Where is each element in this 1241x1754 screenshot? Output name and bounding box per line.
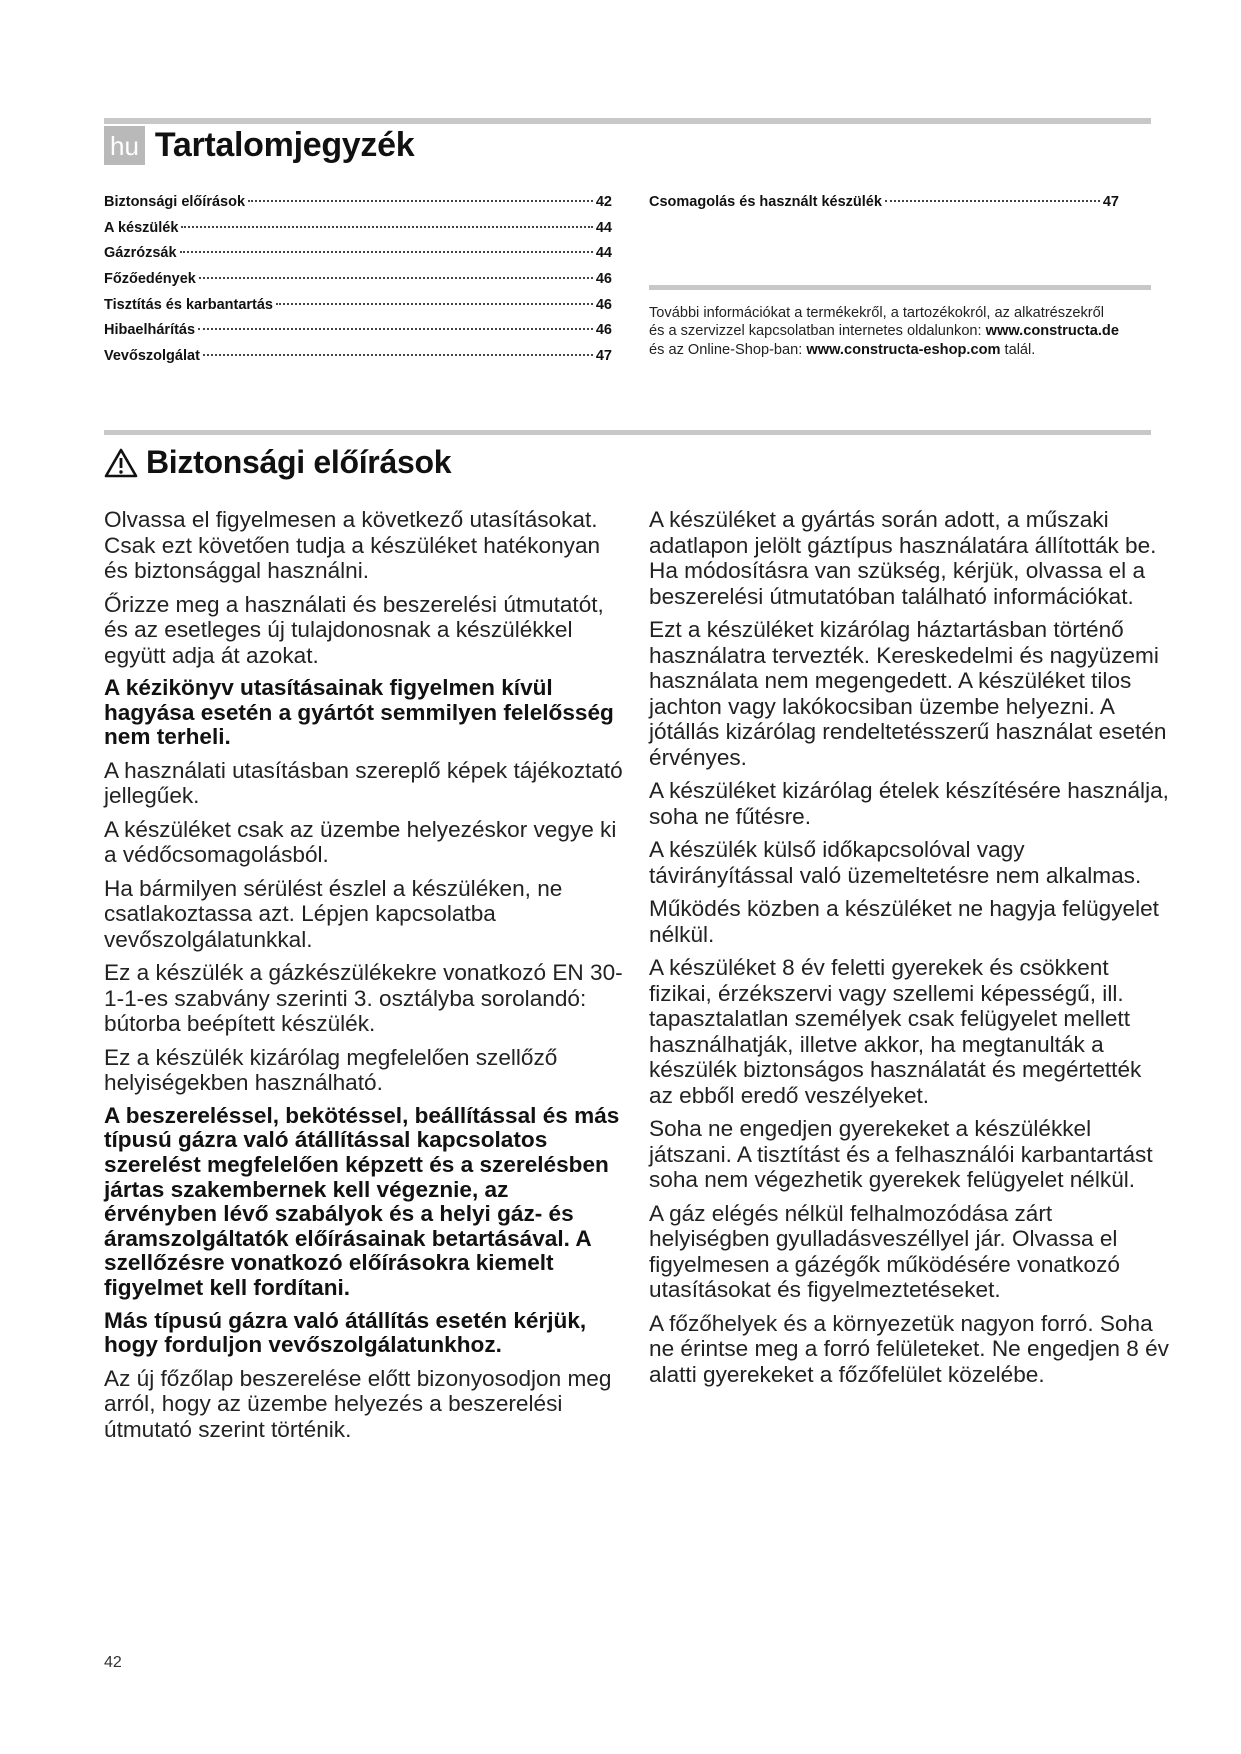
- toc-entry-page: 47: [595, 348, 612, 365]
- safety-paragraph: A készüléket 8 év feletti gyerekek és csökkent fizikai, érzékszervi vagy szellemi képességű, ill. tapasztalatlan személyek csak felügyelet mellett használhatják, illetve akkor, ha megtanulták a készülék biztonságos használatát és megértették az ebből eredő veszélyeket.: [649, 955, 1142, 1108]
- safety-paragraph: Olvassa el figyelmesen a következő utasításokat. Csak ezt követően tudja a készüléket hatékonyan és biztonsággal használni.: [104, 507, 601, 583]
- toc-entry-page: 46: [595, 296, 612, 313]
- safety-paragraph: A főzőhelyek és a környezetük nagyon forró. Soha ne érintse meg a forró felületeket. Ne engedjen 8 év alatti gyerekeket a főzőfelület közelébe.: [649, 1310, 1169, 1387]
- toc-leader-dots: [885, 200, 1100, 202]
- toc-leader-dots: [180, 251, 593, 253]
- toc-leader-dots: [203, 354, 593, 356]
- safety-paragraph: A készüléket a gyártás során adott, a műszaki adatlapon jelölt gáztípus használatára állították be. Ha módosításra van szükség, kérjük, olvassa el a beszerelési útmutatóban található információkat.: [649, 507, 1157, 609]
- safety-paragraph: A gáz elégés nélkül felhalmozódása zárt helyiségben gyulladásveszéllyel jár. Olvassa el figyelmesen a gázégők működésére vonatkozó utasításokat és figyelmeztetéseket.: [649, 1200, 1120, 1302]
- eshop-link[interactable]: www.constructa-eshop.com: [806, 341, 1001, 358]
- safety-warning-paragraph: A beszereléssel, bekötéssel, beállítással és más típusú gázra való átállítással kapcsolatos szerelést megfelelően képzett és a szerelésben jártas szakembernek kell végeznie, az érvényben lévő szabályok és a helyi gáz- és áramszolgáltatók előírásainak betartásával. A szellőzésre vonatkozó előírásokra kiemelt figyelmet kell fordítani.: [104, 1102, 620, 1300]
- toc-entry-label: Biztonsági előírások: [104, 194, 246, 210]
- toc-left-list: [104, 194, 612, 374]
- toc-entry-label: A készülék: [104, 219, 179, 236]
- safety-paragraph: Őrizze meg a használati és beszerelési útmutatót, és az esetleges új tulajdonosnak a készülékkel együtt adja át azokat.: [104, 591, 604, 668]
- safety-paragraph: Működés közben a készüléket ne hagyja felügyelet nélkül.: [649, 896, 1159, 947]
- toc-entry-label: Főzőedények: [104, 271, 196, 288]
- toc-entry[interactable]: [104, 348, 612, 374]
- toc-entry[interactable]: [104, 194, 612, 220]
- toc-entry-label: Vevőszolgálat: [104, 348, 200, 365]
- safety-paragraph: Ez a készülék kizárólag megfelelően szellőző helyiségekben használható.: [104, 1044, 558, 1096]
- toc-leader-dots: [276, 303, 593, 305]
- toc-right-list: [649, 194, 1119, 220]
- page-number: 42: [104, 1654, 122, 1671]
- toc-entry-page: 42: [595, 194, 612, 210]
- toc-entry[interactable]: [104, 297, 612, 323]
- info-note: [649, 304, 1119, 359]
- toc-entry-label: Hibaelhárítás: [104, 322, 196, 339]
- toc-entry-page: 46: [595, 271, 612, 288]
- toc-entry-page: 44: [595, 245, 612, 262]
- toc-title: Tartalomjegyzék: [154, 126, 415, 164]
- safety-title: Biztonsági előírások: [146, 444, 452, 480]
- safety-warning-paragraph: Más típusú gázra való átállítás esetén kérjük, hogy forduljon vevőszolgálatunkhoz.: [104, 1307, 587, 1358]
- toc-leader-dots: [199, 277, 593, 279]
- website-link[interactable]: www.constructa.de: [985, 323, 1119, 340]
- safety-paragraph: Ez a készülék a gázkészülékekre vonatkozó EN 30-1-1-es szabvány szerinti 3. osztályba sorolandó: bútorba beépített készülék.: [104, 960, 623, 1037]
- info-text-1: További információkat a termékekről, a tartozékokról, az alkatrészekről és a szervizzel kapcsolatban internetes oldalunkon:: [649, 305, 1105, 340]
- toc-leader-dots: [198, 328, 593, 330]
- toc-entry-page: 46: [595, 322, 612, 339]
- toc-entry-label: Gázrózsák: [104, 245, 177, 262]
- safety-paragraph: A készüléket csak az üzembe helyezéskor vegye ki a védőcsomagolásból.: [104, 816, 617, 868]
- toc-entry[interactable]: [649, 194, 1119, 220]
- safety-paragraph: A készülék külső időkapcsolóval vagy távirányítással való üzemeltetésre nem alkalmas.: [649, 837, 1142, 888]
- toc-entry-label: Tisztítás és karbantartás: [104, 296, 273, 313]
- toc-entry-page: 47: [1102, 194, 1119, 210]
- safety-header: [104, 444, 451, 481]
- info-rule: [649, 285, 1151, 290]
- top-rule: [104, 118, 1151, 124]
- toc-leader-dots: [248, 200, 593, 202]
- safety-left-column: [104, 507, 624, 1450]
- safety-right-column: [649, 507, 1169, 1395]
- safety-paragraph: Ezt a készüléket kizárólag háztartásban történő használatra tervezték. Kereskedelmi és nagyüzemi használata nem megengedett. A készüléket tilos jachton vagy lakókocsiban üzembe helyezni. A jótállás kizárólag rendeltetésszerű használat esetén érvényes.: [649, 617, 1167, 770]
- info-text-2: és az Online-Shop-ban:: [649, 341, 807, 358]
- safety-paragraph: Soha ne engedjen gyerekeket a készülékkel játszani. A tisztítást és a felhasználói karbantartást soha nem végezhetik gyerekek felügyelet nélkül.: [649, 1116, 1153, 1192]
- safety-warning-paragraph: A kézikönyv utasításainak figyelmen kívül hagyása esetén a gyártót semmilyen felelősség nem terheli.: [104, 675, 614, 750]
- safety-paragraph: Ha bármilyen sérülést észlel a készüléken, ne csatlakoztassa azt. Lépjen kapcsolatba vevőszolgálatunkkal.: [104, 875, 563, 952]
- language-badge: hu: [104, 126, 145, 165]
- toc-entry[interactable]: [104, 322, 612, 348]
- info-text-3: talál.: [1000, 341, 1036, 358]
- toc-entry[interactable]: [104, 245, 612, 271]
- toc-entry-page: 44: [595, 219, 612, 236]
- toc-leader-dots: [181, 226, 592, 228]
- safety-paragraph: A használati utasításban szereplő képek tájékoztató jellegűek.: [104, 757, 623, 809]
- section-rule: [104, 430, 1151, 435]
- toc-entry[interactable]: [104, 271, 612, 297]
- toc-entry-label: Csomagolás és használt készülék: [649, 194, 882, 210]
- safety-paragraph: Az új főzőlap beszerelése előtt bizonyosodjon meg arról, hogy az üzembe helyezés a beszerelési útmutató szerint történik.: [104, 1365, 612, 1442]
- toc-header: [104, 126, 414, 165]
- toc-entry[interactable]: [104, 220, 612, 246]
- safety-paragraph: A készüléket kizárólag ételek készítésére használja, soha ne fűtésre.: [649, 778, 1169, 829]
- warning-triangle-icon: [104, 448, 138, 478]
